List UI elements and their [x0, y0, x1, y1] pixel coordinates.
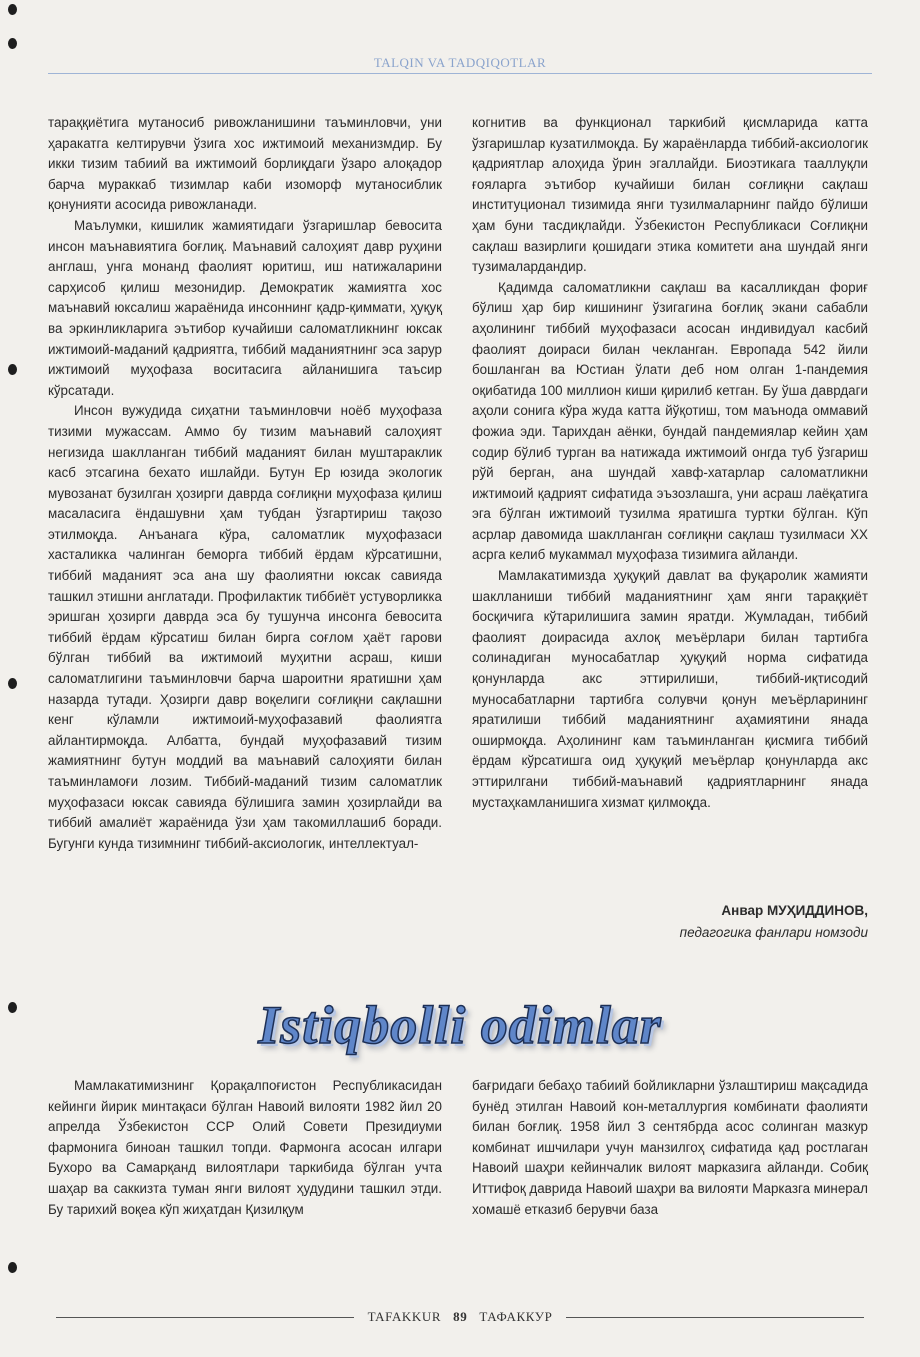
binder-hole	[8, 364, 17, 375]
paragraph: бағридаги бебаҳо табиий бойликларни ўзлаштириш мақсадида бунёд этилган Навоий кон-металлургия комбинати фаолияти билан боғлиқ. 1958 йил 3 сентябрда асос солинган мазкур комбинат ишчилари учун манзилгоҳ сифатида қад ростлаган Навоий шаҳри кейинчалик вилоят марказига айланди. Собиқ Иттифоқ даврида Навоий шаҳри ва вилояти Марказга минерал хомашё етказиб берувчи база	[472, 1078, 868, 1217]
running-footer	[48, 1306, 872, 1328]
paragraph: тараққиётига мутаносиб ривожланишини таъминловчи, уни ҳаракатга келтирувчи ўзига хос ижтимоий механизмдир. Бу икки тизим табиий ва ижтимоий борлиқдаги ўзаро алоқадор барча мураккаб тизимлар каби изоморф мутаносиблик қонунияти асосида ривожланади.	[48, 115, 442, 213]
binder-hole	[8, 38, 17, 49]
author-signature	[472, 900, 868, 944]
paragraph: Қадимда саломатликни сақлаш ва касалликдан фориғ бўлиш ҳар бир кишининг ўзигагина боғлиқ экани сабабли аҳолининг тиббий муҳофазаси асосан индивидуал касбий фаолият доираси билан чекланган. Европада 542 йили бошланган ва Юстиан ўлати деб ном олган 1-пандемия оқибатида 100 миллион киши қирилиб кетган. Бу ўша даврдаги аҳоли сонига кўра жуда катта йўқотиш, том маънода оммавий фожиа эди. Тарихдан аёнки, бундай пандемиялар кейин ҳам содир бўлиб турган ва натижада ижтимоий онгда туб ўзгариш рўй берган, ана шундай хавф-хатарлар саломатликни ижтимоий қадрият сифатида эъзозлашга, уни асраш лаёқатига эга бўлган ижтимоий тузилма яратишга туртки бўлган. Кўп асрлар давомида шаклланган соғлиқни сақлаш тузилмаси XX асрга келиб мукаммал муҳофаза тизимига айланди.	[472, 279, 868, 563]
footer-rule-right	[566, 1317, 864, 1318]
paragraph: Маълумки, кишилик жамиятидаги ўзгаришлар бевосита инсон маънавиятига боғлиқ. Маънавий салоҳият давр руҳини англаш, унга монанд фаолият юритиш, иш натижаларини сарҳисоб қилиш мезонидир. Демократик жамиятга хос маънавий юксалиш жараёнида инсоннинг қадр-қиммати, ҳуқуқ ва эркинликларига эътибор кучайиши саломатликнинг юксак ижтимоий-маданий қадриятга, тиббий маданиятнинг эса зарур ижтимоий муҳофаза воситасига айланишига таъсир кўрсатади.	[48, 217, 442, 398]
article2-title-banner	[150, 990, 770, 1060]
footer-magazine-cyrillic: ТАФАККУР	[479, 1309, 553, 1324]
paragraph: когнитив ва функционал таркибий қисмларида катта ўзгаришлар кузатилмоқда. Бу жараёнларда тиббий-аксиологик қадриятлар алоҳида ўрин эгаллайди. Биоэтикага тааллуқли ғояларга эътибор кучайиши билан соғлиқни сақлаш институционал тизимида янги тузилмаларнинг пайдо бўлиши ҳам буни тасдиқлайди. Ўзбекистон Республикаси Соғлиқни сақлаш вазирлиги қошидаги этика комитети ана шундай янги тузималардандир.	[472, 115, 868, 275]
paragraph: Мамлакатимизнинг Қорақалпоғистон Республикасидан кейинги йирик минтақаси бўлган Навоий вилояти 1982 йил 20 апрелда Ўзбекистон ССР Олий Совети Президиуми фармонига биноан ташкил топди. Фармонга асосан илгари Бухоро ва Самарқанд вилоятлари таркибида бўлган учта шаҳар ва саккизта туман янги вилоят ҳудудини ташкил этди. Бу тарихий воқеа кўп жиҳатдан Қизилқум	[48, 1078, 442, 1217]
header-rule	[48, 73, 872, 74]
footer-magazine-latin: TAFAKKUR	[367, 1309, 442, 1324]
author-name: Анвар МУҲИДДИНОВ,	[721, 903, 868, 918]
footer-rule-left	[56, 1317, 354, 1318]
paragraph: Инсон вужудида сиҳатни таъминловчи ноёб муҳофаза тизими мужассам. Аммо бу тизим маънавий салоҳият негизида шаклланган тиббий маданият билан муштараклик касб этсагина бехато ишлайди. Бутун Ер юзида экологик мувозанат бузилган ҳозирги даврда соғлиқни муҳофаза қилиш масаласига ёндашувни ҳам тубдан ўзгартириш тақозо этилмоқда. Анъанага кўра, саломатлик муҳофазаси хасталикка чалинган беморга тиббий ёрдам кўрсатишни, тиббий маданият эса ана шу фаолиятни юксак савияда ташкил этишни англатади. Профилактик тиббиёт устуворликка эришган ҳозирги даврда эса бу тушунча инсонга бевосита тиббий ёрдам кўрсатиш билан бирга соғлом ҳаёт гарови бўлган тиббий ва ижтимоий муҳитни асраш, киши саломатлигини таъминловчи барча шароитни яратишни ҳам назарда тутади. Ҳозирги давр воқелиги соғлиқни сақлашни кенг кўламли ижтимоий-муҳофазавий фаолиятга айлантирмоқда. Албатта, бундай муҳофазавий тизим жамиятнинг бутун моддий ва маънавий салоҳияти билан таъминламоғи лозим. Тиббий-маданий тизим саломатлик муҳофазаси юксак савияда бўлишига замин ҳозирлайди ва тиббий амалиёт жараёнида ўзи ҳам такомиллашиб боради. Бугунги кунда тизимнинг тиббий-аксиологик, интеллектуал-	[48, 403, 442, 851]
article2-right-column	[472, 1076, 868, 1220]
running-header	[48, 54, 872, 76]
binder-hole	[8, 1262, 17, 1273]
article2-left-column	[48, 1076, 442, 1220]
author-title: педагогика фанлари номзоди	[679, 925, 868, 940]
binder-hole	[8, 678, 17, 689]
section-title: TALQIN VA TADQIQOTLAR	[368, 55, 552, 71]
article1-left-column	[48, 113, 442, 854]
binder-hole	[8, 1002, 17, 1013]
paragraph: Мамлакатимизда ҳуқуқий давлат ва фуқаролик жамияти шаклланиши тиббий маданиятнинг ҳам янги тараққиёт босқичига кўтарилишига замин яратди. Жумладан, тиббий фаолият доирасида ахлоқ меъёрлари билан тартибга солинадиган муносабатлар ҳуқуқий норма сифатида қонунларда акс эттирилиши, тиббий-иқтисодий муносабатларни тартибга солувчи қонун меъёрларининг яратилиши тиббий маданиятнинг аҳамиятини янада оширмоқда. Аҳолининг кам таъминланган қисмига тиббий ёрдам кўрсатишга оид ҳуқуқий меъёрлар қонунларда акс эттирилгани тиббий-маънавий қадриятларнинг янада мустаҳкамланишига хизмат қилмоқда.	[472, 568, 868, 810]
page-number: 89	[453, 1309, 468, 1324]
article2-title: Istiqbolli odimlar	[258, 995, 662, 1055]
article1-right-column	[472, 113, 868, 813]
binder-hole	[8, 4, 17, 15]
